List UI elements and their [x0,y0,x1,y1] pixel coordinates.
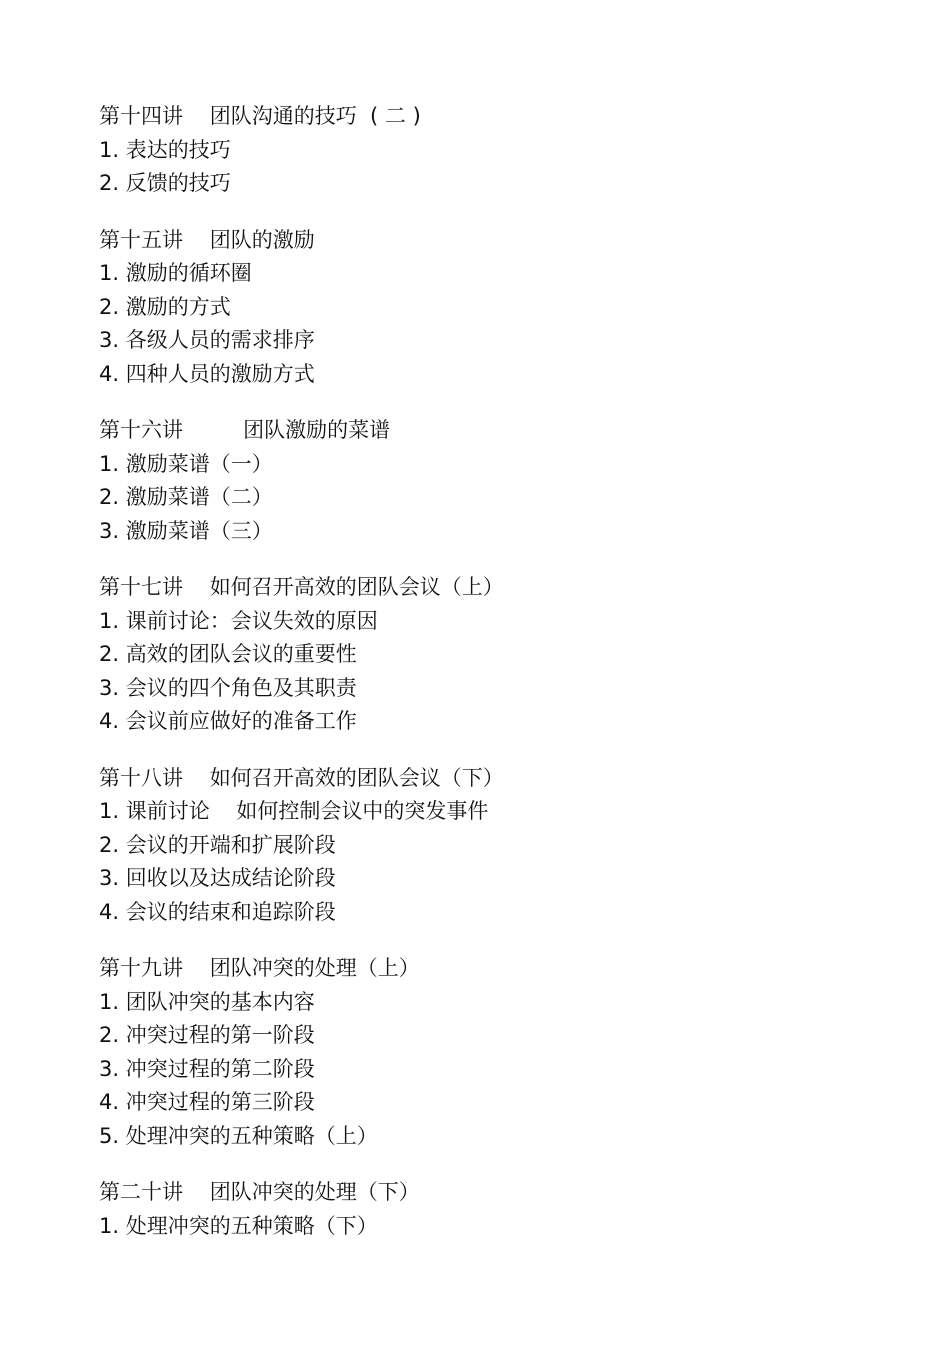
list-item: 4. 会议的结束和追踪阶段 [99,899,336,924]
list-item: 3. 激励菜谱（三） [99,518,273,543]
lecture-title: 第二十讲 团队冲突的处理（下） [99,1180,420,1204]
lecture-title: 第十九讲 团队冲突的处理（上） [99,956,420,980]
list-item: 1. 激励的循环圈 [99,261,252,285]
list-item: 3. 会议的四个角色及其职责 [99,675,357,700]
list-item: 4. 冲突过程的第三阶段 [99,1090,315,1114]
list-item: 2. 会议的开端和扩展阶段 [99,832,336,857]
list-item: 2. 激励菜谱（二） [99,485,273,509]
lecture-14 [99,100,950,201]
list-item: 1. 激励菜谱（一） [99,451,273,476]
lecture-18 [99,762,950,930]
lecture-title: 第十八讲 如何召开高效的团队会议（下） [99,765,504,790]
lecture-16 [99,414,950,548]
list-item: 4. 会议前应做好的准备工作 [99,709,357,733]
lecture-title: 第十六讲 团队激励的菜谱 [99,418,391,442]
list-item: 2. 冲突过程的第一阶段 [99,1023,315,1047]
list-item: 2. 激励的方式 [99,294,231,319]
lecture-title: 第十七讲 如何召开高效的团队会议（上） [99,575,504,599]
lecture-20 [99,1176,950,1243]
list-item: 1. 表达的技巧 [99,137,231,162]
list-item: 5. 处理冲突的五种策略（上） [99,1123,378,1148]
list-item: 3. 回收以及达成结论阶段 [99,866,336,890]
list-item: 3. 冲突过程的第二阶段 [99,1056,315,1081]
list-item: 2. 高效的团队会议的重要性 [99,642,357,666]
lecture-title: 第十四讲 团队沟通的技巧 ( 二 ) [99,104,421,128]
list-item: 4. 四种人员的激励方式 [99,361,315,386]
list-item: 1. 课前讨论：会议失效的原因 [99,608,378,633]
list-item: 1. 课前讨论 如何控制会议中的突发事件 [99,799,489,823]
list-item: 3. 各级人员的需求排序 [99,328,315,352]
lecture-15 [99,224,950,392]
list-item: 1. 团队冲突的基本内容 [99,989,315,1014]
lecture-19 [99,952,950,1153]
lecture-17 [99,571,950,739]
list-item: 2. 反馈的技巧 [99,171,231,195]
lecture-title: 第十五讲 团队的激励 [99,227,315,252]
list-item: 1. 处理冲突的五种策略（下） [99,1213,378,1238]
